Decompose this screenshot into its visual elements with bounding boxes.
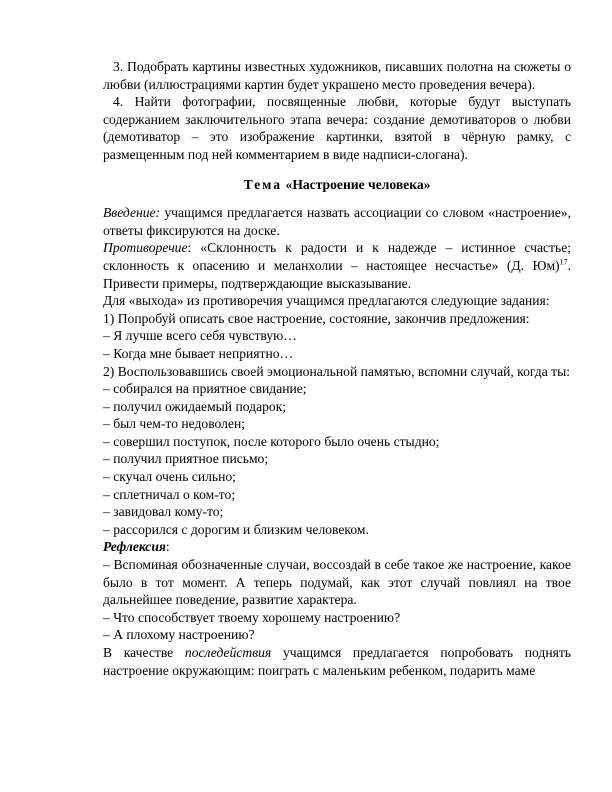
contradiction-text-after: . Привести примеры, подтверждающие высказывание. [103,257,571,291]
list-item: – рассорился с дорогим и близким человеком. [103,521,369,537]
intro-text: учащимся предлагается назвать ассоциации со словом «настроение», ответы фиксируются на доске. [103,205,571,238]
reflection-paragraph [103,556,571,609]
section-title-prefix: Тема [243,176,283,192]
list-item: – сплетничал о ком-то; [103,486,236,502]
reflection-colon: : [165,539,170,555]
list-item: – Когда мне бывает неприятно… [103,345,294,361]
aftereffect-label: последействия [184,645,272,660]
contradiction-label: Противоречие [103,240,188,256]
reflection-text: – Вспоминая обозначенные случаи, воссоздай в себе такое же настроение, какое было в тот момент. А теперь подумай, как этот случай повлиял на твое дальнейшее поведение, развитие характера. [103,557,571,608]
task1-heading [103,310,571,328]
paragraph-item-4-text: 4. Найти фотографии, посвященные любви, которые будут выступать содержанием заключительного этапа вечера: создание демотиваторов о любви (демотиватор – это изображение картинки, взятой в чёрную рамку, с размещенным под ней комментарием в виде надписи-слогана). [103,94,571,162]
list-item: – был чем-то недоволен; [103,416,246,432]
task1-heading-text: 1) Попробуй описать свое настроение, состояние, закончив предложения: [103,310,530,326]
list-item: – завидовал кому-то; [103,504,224,520]
aftereffect-paragraph [103,644,571,679]
reflection-question-2: – А плохому настроению? [103,627,255,643]
paragraph-item-4 [103,93,571,163]
exit-intro-paragraph [103,292,571,310]
intro-label: Введение: [103,205,161,221]
reflection-question-1: – Что способствует твоему хорошему настроению? [103,609,401,625]
exit-intro-text: Для «выхода» из противоречия учащимся предлагаются следующие задания: [103,293,550,309]
intro-paragraph [103,204,571,239]
paragraph-item-3-text: 3. Подобрать картины известных художников, писавших полотна на сюжеты о любви (иллюстрациями картин будет украшено место проведения вечера). [103,59,571,92]
reflection-label: Рефлексия [103,539,166,555]
list-item: – Я лучше всего себя чувствую… [103,328,297,344]
paragraph-item-3 [103,58,571,93]
list-item: – получил приятное письмо; [103,451,269,467]
section-title-main: «Настроение человека» [285,176,431,192]
list-item: – собирался на приятное свидание; [103,381,307,397]
contradiction-paragraph [103,239,571,292]
list-item: – скучал очень сильно; [103,469,236,485]
aftereffect-text-before: В качестве [103,645,185,660]
footnote-marker: 17 [559,257,568,267]
contradiction-text: : «Склонность к радости и к надежде – истинное счастье; склонность к опасению и меланхолии – настоящее несчастье» (Д. Юм) [103,240,571,273]
reflection-heading [103,538,571,556]
list-item: – получил ожидаемый подарок; [103,398,287,414]
list-item: – совершил поступок, после которого было очень стыдно; [103,433,440,449]
task2-heading [103,363,571,381]
task2-heading-text: 2) Воспользовавшись своей эмоциональной памятью, вспомни случай, когда ты: [103,363,570,379]
page-content [103,58,571,679]
aftereffect-text-after: учащимся предлагается попробовать поднять настроение окружающим: поиграть с маленьким ребенком, подарить маме [103,645,571,678]
section-title [103,176,571,194]
